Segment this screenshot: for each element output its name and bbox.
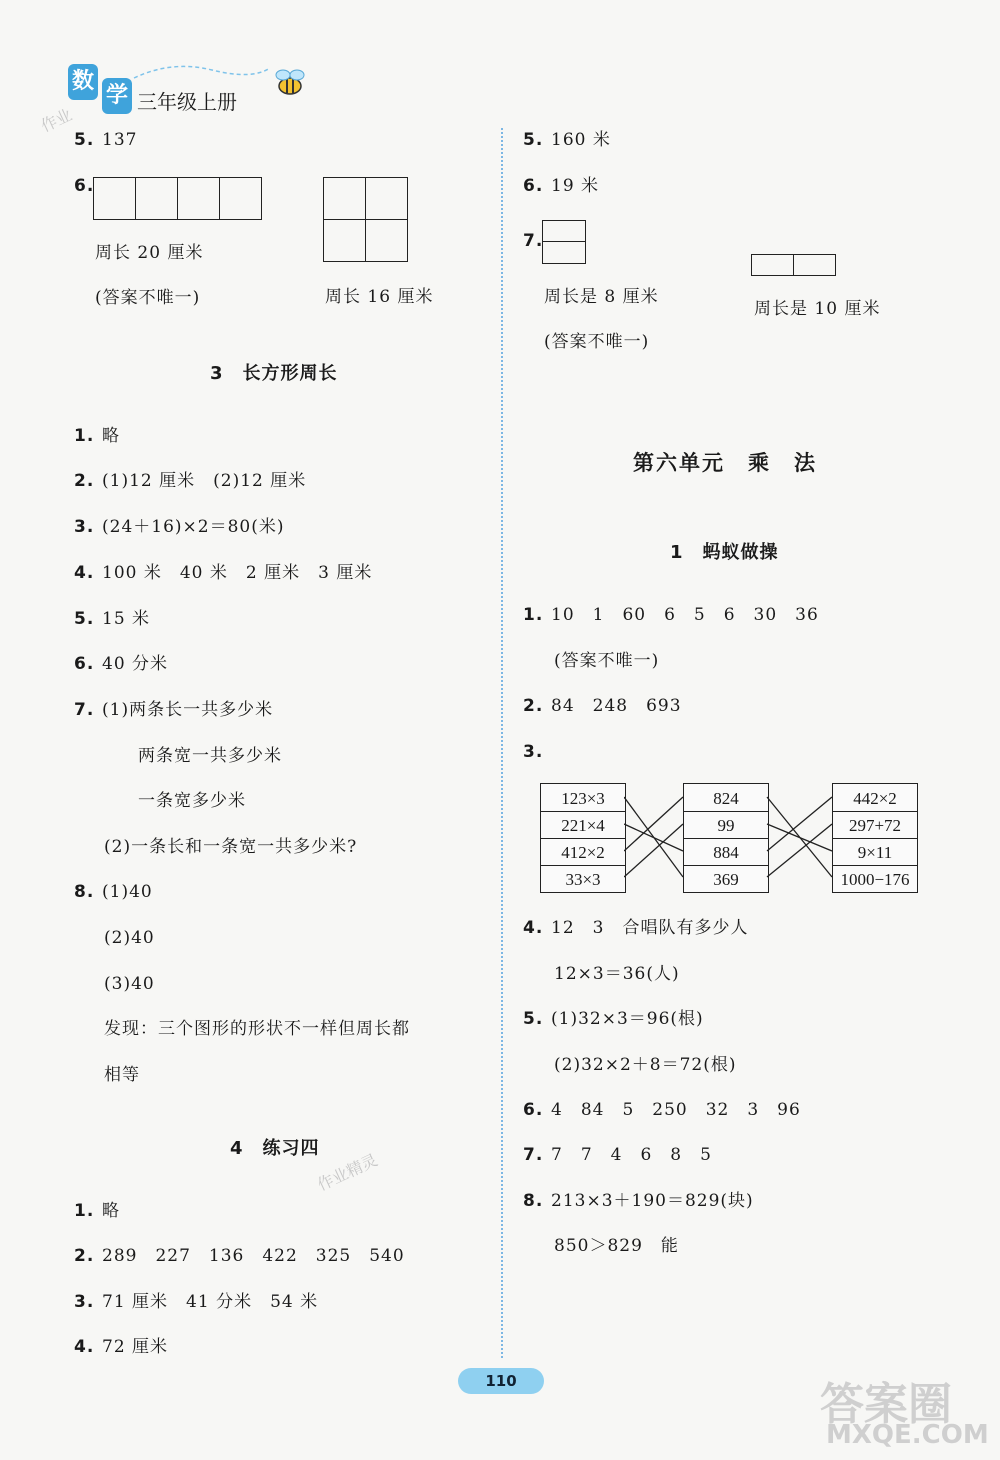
watermark-mid: 作业精灵 bbox=[314, 1150, 381, 1195]
page-number: 110 bbox=[458, 1368, 544, 1394]
left-s3-item: 5. 15 米 bbox=[74, 609, 151, 629]
match-mid-item: 99 bbox=[717, 816, 735, 835]
match-right-card bbox=[832, 783, 918, 893]
match-right-item: 1000−176 bbox=[840, 870, 910, 889]
left-s4-item: 2. 289 227 136 422 325 540 bbox=[74, 1246, 405, 1266]
unit-title: 第六单元 乘 法 bbox=[633, 451, 817, 475]
right-q7-number: 7. bbox=[523, 231, 544, 251]
left-q6-caption1: 周长 20 厘米 bbox=[95, 243, 204, 263]
right-s1-8b: 850＞829 能 bbox=[554, 1236, 679, 1256]
bee-icon bbox=[268, 64, 312, 100]
left-s3-item: 6. 40 分米 bbox=[74, 654, 169, 674]
square-2x2-diagram bbox=[323, 177, 408, 262]
match-mid-item: 884 bbox=[713, 843, 739, 862]
watermark-left: 作业 bbox=[37, 105, 75, 136]
section-title-1: 1 蚂蚁做操 bbox=[670, 542, 779, 563]
header-badge-xue: 学 bbox=[102, 78, 132, 114]
right-s1-4: 4. 12 3 合唱队有多少人 bbox=[523, 918, 749, 938]
left-s4-item: 1. 略 bbox=[74, 1201, 120, 1221]
watermark-logo: 答案圈 bbox=[820, 1379, 952, 1430]
rect-1x2-horizontal-diagram bbox=[751, 254, 836, 276]
right-s1-6: 6. 4 84 5 250 32 3 96 bbox=[523, 1100, 801, 1120]
rect-2x1-vertical-diagram bbox=[542, 220, 586, 264]
right-s1-7: 7. 7 7 4 6 8 5 bbox=[523, 1145, 712, 1165]
left-s3-item: 2. (1)12 厘米 (2)12 厘米 bbox=[74, 471, 307, 491]
section-title-3: 3 长方形周长 bbox=[210, 363, 338, 384]
right-q7-caption1: 周长是 8 厘米 bbox=[544, 287, 659, 307]
match-left-card bbox=[540, 783, 626, 893]
match-left-item: 123×3 bbox=[561, 789, 605, 808]
answer-text: 137 bbox=[102, 130, 138, 150]
right-s1-2: 2. 84 248 693 bbox=[523, 696, 682, 716]
left-s3-7c: 一条宽多少米 bbox=[138, 791, 246, 811]
left-s4-item: 4. 72 厘米 bbox=[74, 1337, 169, 1357]
watermark-url: MXQE.COM bbox=[826, 1420, 989, 1450]
book-title: 三年级上册 bbox=[137, 90, 237, 114]
left-s3-item: 3. (24＋16)×2＝80(米) bbox=[74, 517, 285, 537]
right-s1-3: 3. bbox=[523, 742, 544, 762]
left-q6-caption2: (答案不唯一) bbox=[95, 288, 201, 308]
left-s3-item: 1. 略 bbox=[74, 426, 120, 446]
right-s1-8: 8. 213×3＋190＝829(块) bbox=[523, 1191, 754, 1211]
section-title-4: 4 练习四 bbox=[230, 1138, 320, 1159]
left-q6-caption3: 周长 16 厘米 bbox=[325, 287, 434, 307]
right-q7-caption2: (答案不唯一) bbox=[544, 332, 650, 352]
match-right-item: 442×2 bbox=[853, 789, 897, 808]
right-s1-5b: (2)32×2＋8＝72(根) bbox=[554, 1055, 737, 1075]
left-s3-item: 7. (1)两条长一共多少米 bbox=[74, 700, 274, 720]
right-q7-caption3: 周长是 10 厘米 bbox=[754, 299, 881, 319]
right-q5: 5. 160 米 bbox=[523, 130, 611, 150]
header-badge-shu: 数 bbox=[68, 64, 98, 100]
left-s3-item: 4. 100 米 40 米 2 厘米 3 厘米 bbox=[74, 563, 373, 583]
match-left-item: 221×4 bbox=[561, 816, 605, 835]
match-left-item: 33×3 bbox=[565, 870, 601, 889]
left-s3-8c: (3)40 bbox=[104, 974, 155, 994]
question-number: 6. bbox=[74, 176, 95, 196]
match-right-item: 297+72 bbox=[848, 816, 902, 835]
left-s4-item: 3. 71 厘米 41 分米 54 米 bbox=[74, 1292, 319, 1312]
column-divider bbox=[501, 128, 503, 1358]
right-s1-4b: 12×3＝36(人) bbox=[554, 964, 680, 984]
question-number: 5. bbox=[74, 130, 95, 150]
left-s3-7b: 两条宽一共多少米 bbox=[138, 746, 282, 766]
rect-1x4-diagram bbox=[93, 177, 262, 220]
left-q5 bbox=[74, 132, 137, 149]
left-s3-8: 8. (1)40 bbox=[74, 882, 153, 902]
left-s3-8b: (2)40 bbox=[104, 928, 155, 948]
right-q6: 6. 19 米 bbox=[523, 176, 600, 196]
match-lines bbox=[624, 783, 832, 891]
right-s1-1: 1. 10 1 60 6 5 6 30 36 bbox=[523, 605, 819, 625]
match-mid-item: 369 bbox=[713, 870, 739, 889]
header-swirl-icon bbox=[132, 60, 272, 84]
right-s1-5: 5. (1)32×3＝96(根) bbox=[523, 1009, 704, 1029]
match-mid-item: 824 bbox=[713, 789, 739, 808]
left-s3-8d: 发现：三个图形的形状不一样但周长都 bbox=[104, 1019, 410, 1039]
match-right-item: 9×11 bbox=[857, 843, 893, 862]
left-s3-8e: 相等 bbox=[104, 1065, 140, 1085]
left-s3-7d: (2)一条长和一条宽一共多少米? bbox=[104, 837, 358, 857]
right-s1-1b: (答案不唯一) bbox=[554, 651, 660, 671]
match-left-item: 412×2 bbox=[561, 843, 605, 862]
